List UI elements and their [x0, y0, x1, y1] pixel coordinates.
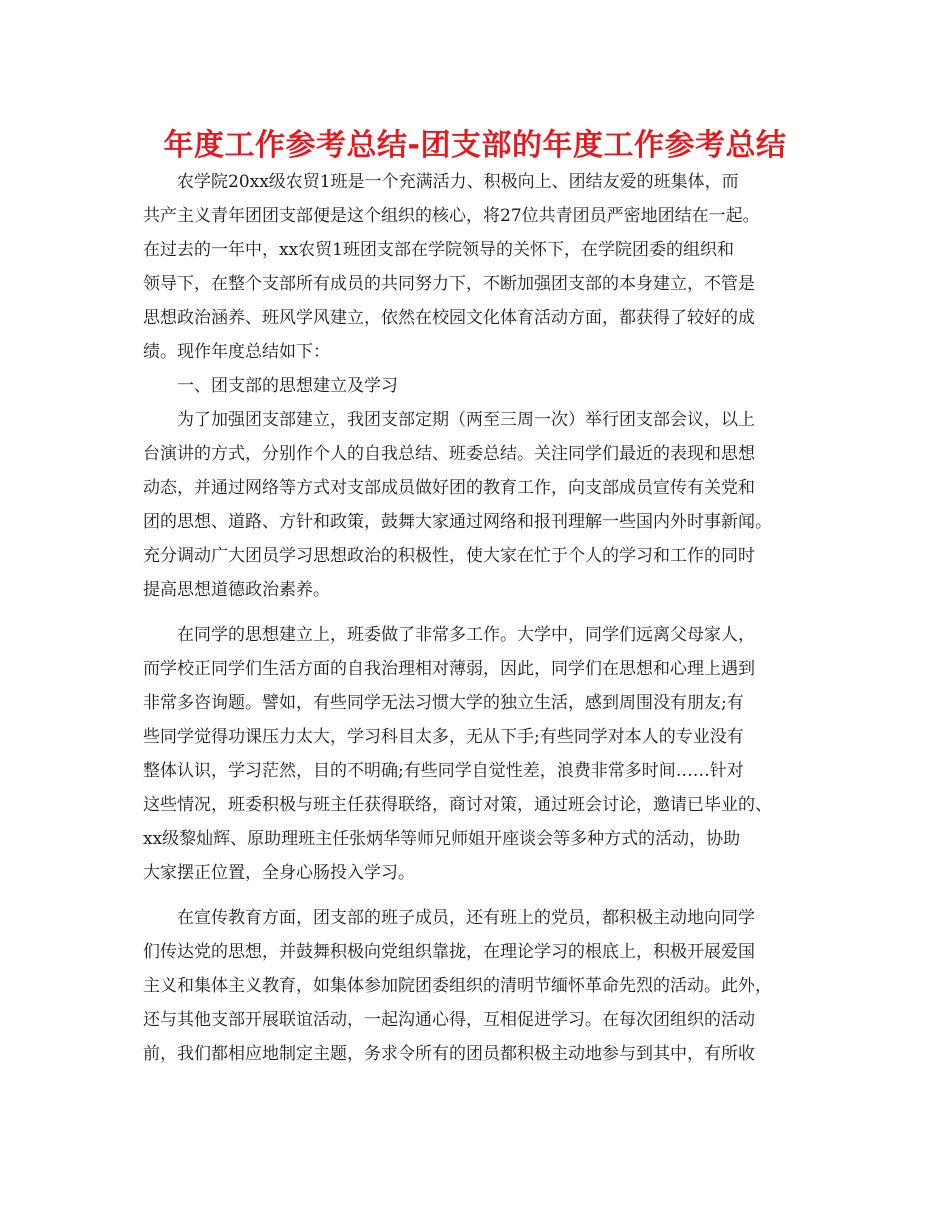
paragraph-line: 这些情况，班委积极与班主任获得联络，商讨对策，通过班会讨论，邀请已毕业的、 — [143, 795, 772, 815]
paragraph-line: xx级黎灿辉、原助理班主任张炳华等师兄师姐开座谈会等多种方式的活动，协助 — [143, 829, 741, 849]
paragraph-line: 些同学觉得功课压力太大，学习科目太多，无从下手;有些同学对本人的专业没有 — [143, 727, 744, 747]
paragraph-line: 思想政治涵养、班风学风建立，依然在校园文化体育活动方面，都获得了较好的成 — [143, 308, 755, 328]
paragraph-line: 动态，并通过网络等方式对支部成员做好团的教育工作，向支部成员宣传有关党和 — [143, 478, 755, 498]
paragraph-line: 提高思想道德政治素养。 — [143, 580, 330, 600]
paragraph-line: 领导下，在整个支部所有成员的共同努力下，不断加强团支部的本身建立，不管是 — [143, 274, 755, 294]
paragraph-line: 在宣传教育方面，团支部的班子成员，还有班上的党员，都积极主动地向同学 — [177, 908, 755, 928]
paragraph-line: 们传达党的思想，并鼓舞积极向党组织靠拢，在理论学习的根底上，积极开展爱国 — [143, 942, 755, 962]
document-title: 年度工作参考总结-团支部的年度工作参考总结 — [163, 128, 787, 163]
paragraph-line: 整体认识，学习茫然，目的不明确;有些同学自觉性差，浪费非常多时间……针对 — [143, 761, 744, 781]
paragraph-line: 而学校正同学们生活方面的自我治理相对薄弱，因此，同学们在思想和心理上遇到 — [143, 659, 755, 679]
paragraph-line: 主义和集体主义教育，如集体参加院团委组织的清明节缅怀革命先烈的活动。此外， — [143, 976, 772, 996]
paragraph-line: 绩。现作年度总结如下： — [143, 342, 330, 362]
paragraph-line: 前，我们都相应地制定主题，务求令所有的团员都积极主动地参与到其中，有所收 — [143, 1044, 755, 1064]
paragraph-line: 充分调动广大团员学习思想政治的积极性，使大家在忙于个人的学习和工作的同时 — [143, 546, 755, 566]
section-heading: 一、团支部的思想建立及学习 — [177, 376, 398, 396]
paragraph-line: 还与其他支部开展联谊活动，一起沟通心得，互相促进学习。在每次团组织的活动 — [143, 1010, 755, 1030]
paragraph-line: 台演讲的方式，分别作个人的自我总结、班委总结。关注同学们最近的表现和思想 — [143, 444, 755, 464]
paragraph-line: 在过去的一年中，xx农贸1班团支部在学院领导的关怀下，在学院团委的组织和 — [143, 240, 734, 260]
paragraph-line: 共产主义青年团团支部便是这个组织的核心，将27位共青团员严密地团结在一起。 — [143, 206, 760, 226]
paragraph-line: 农学院20xx级农贸1班是一个充满活力、积极向上、团结友爱的班集体，而 — [177, 172, 739, 192]
paragraph-line: 团的思想、道路、方针和政策，鼓舞大家通过网络和报刊理解一些国内外时事新闻。 — [143, 512, 772, 532]
paragraph-line: 非常多咨询题。譬如，有些同学无法习惯大学的独立生活，感到周围没有朋友;有 — [143, 693, 744, 713]
paragraph-line: 大家摆正位置，全身心肠投入学习。 — [143, 863, 415, 883]
paragraph-line: 在同学的思想建立上，班委做了非常多工作。大学中，同学们远离父母家人， — [177, 625, 755, 645]
paragraph-line: 为了加强团支部建立，我团支部定期（两至三周一次）举行团支部会议，以上 — [177, 410, 755, 430]
